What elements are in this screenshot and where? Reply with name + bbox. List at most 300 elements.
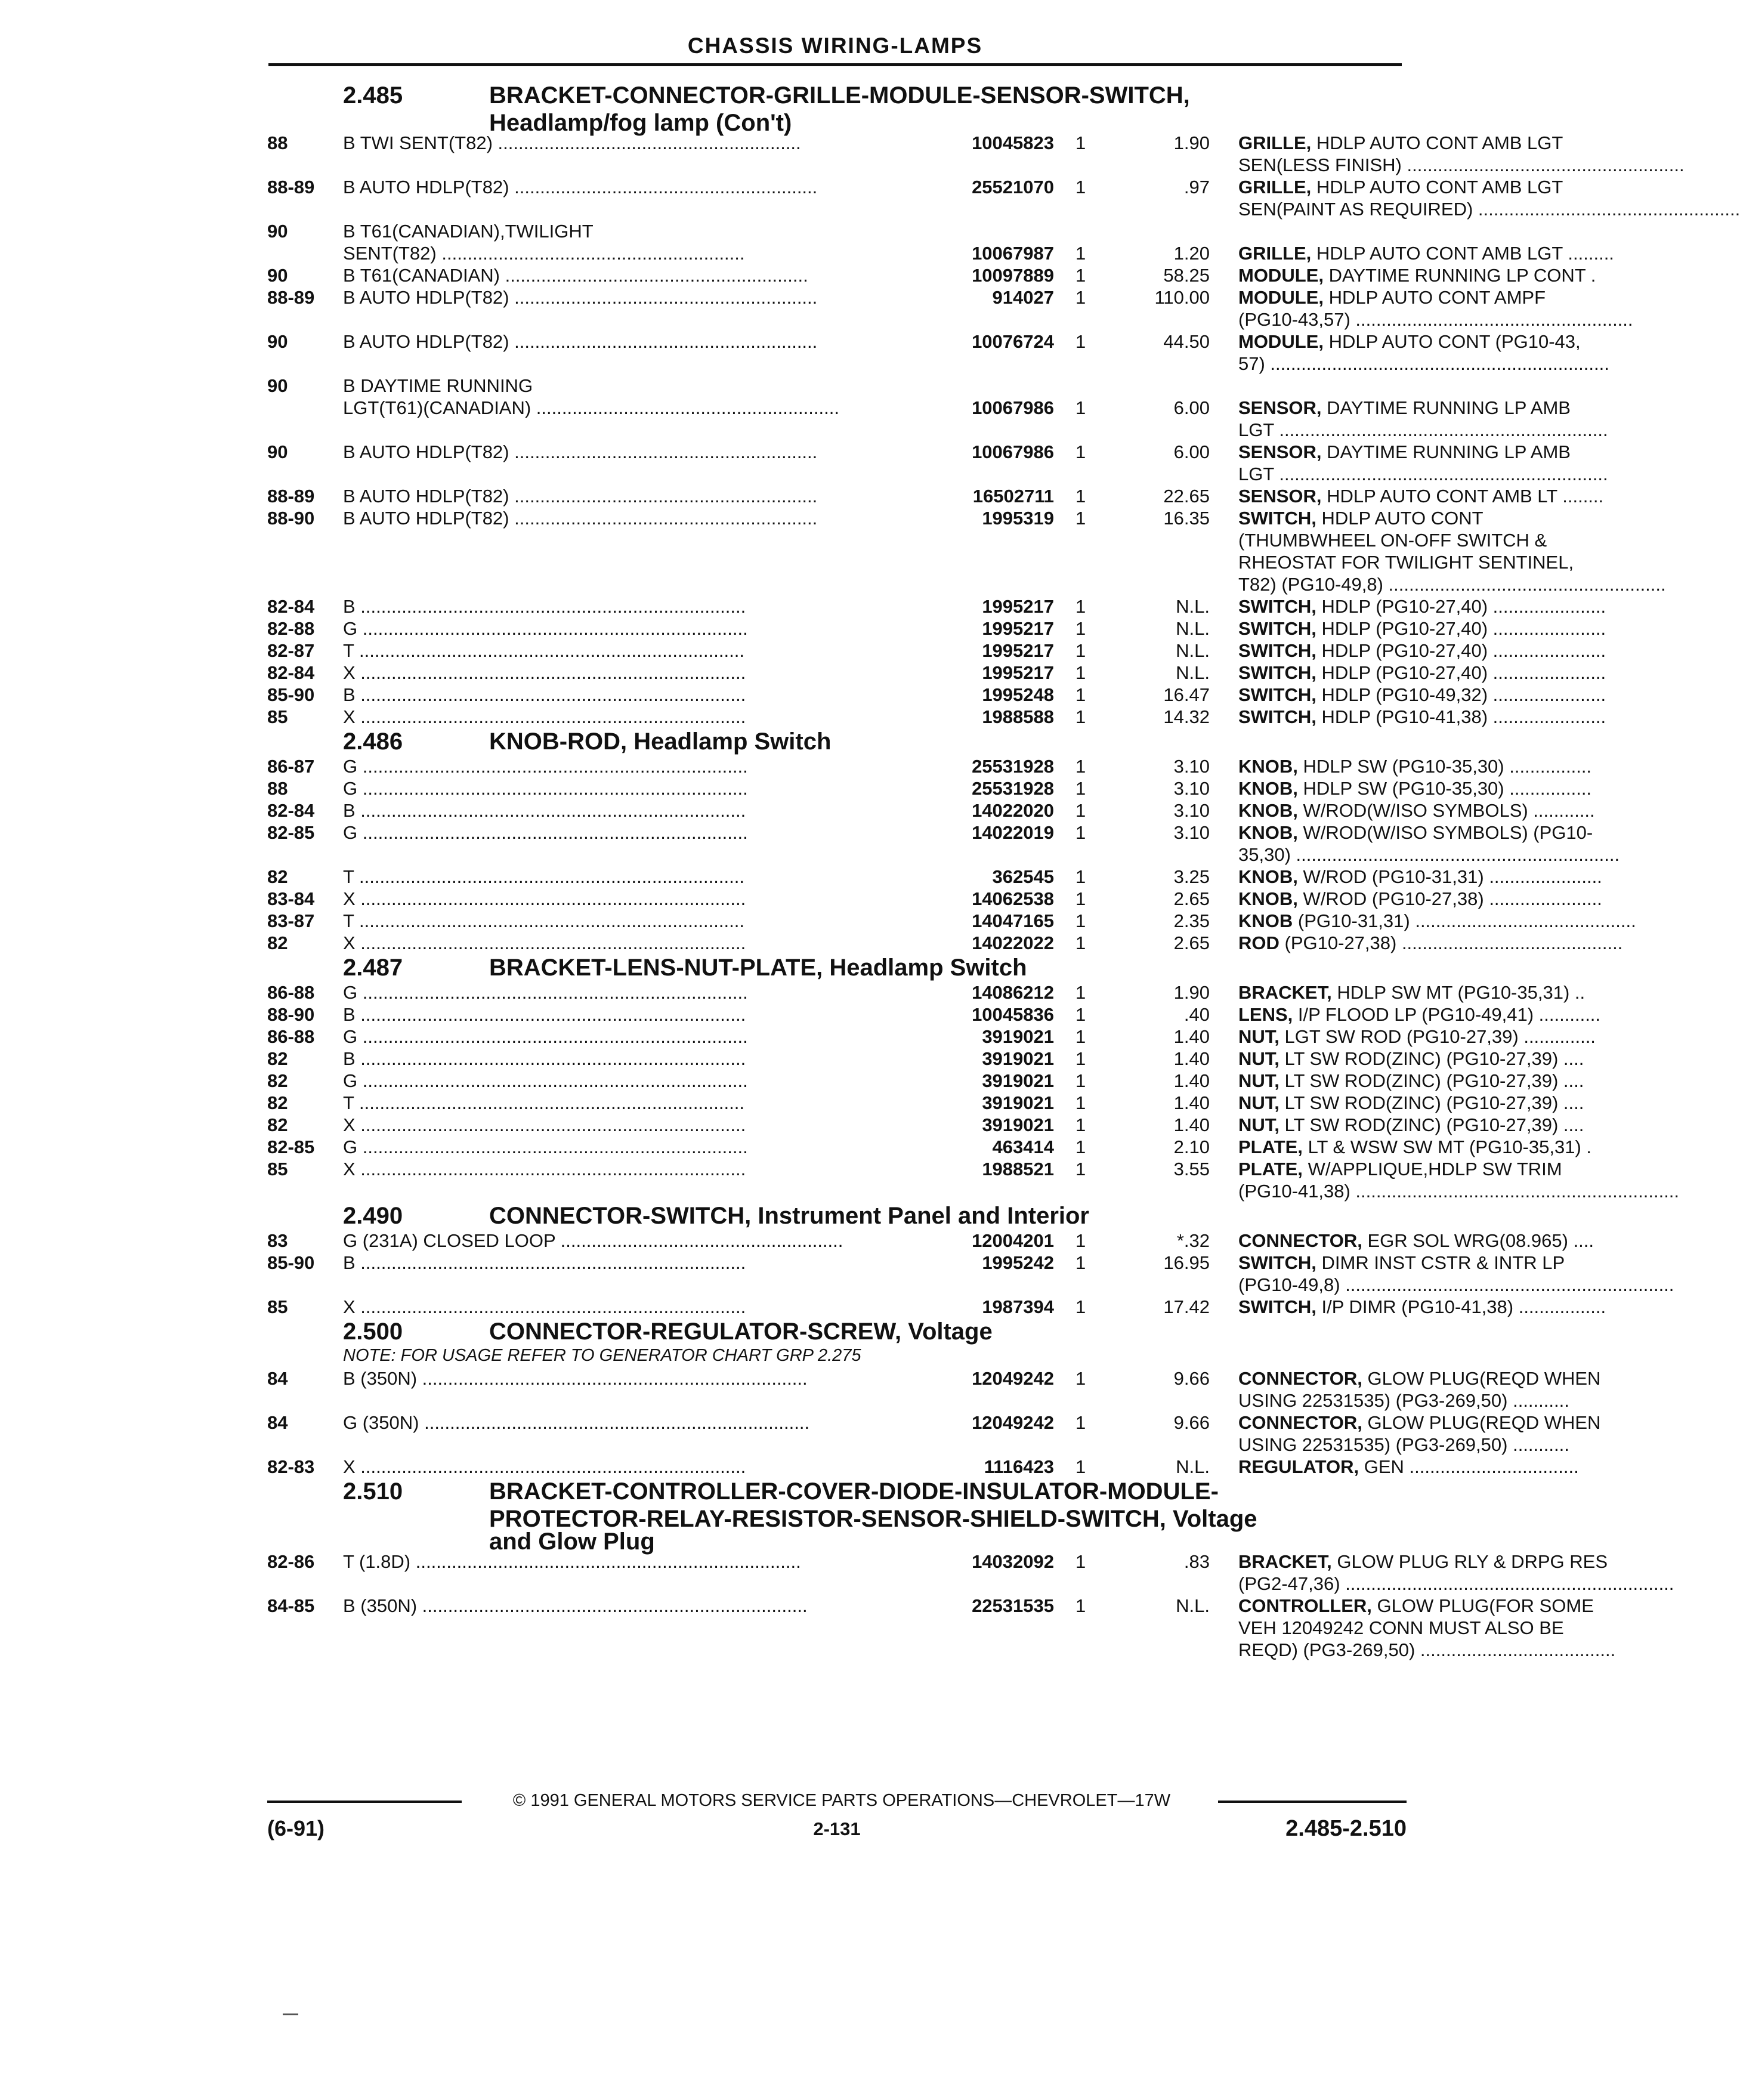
parts-catalog-list: [267, 82, 1740, 1662]
model-years: 82-84: [267, 800, 315, 821]
model-years: 90: [267, 331, 288, 352]
application: X ...........................................................................: [343, 662, 746, 683]
section-title: KNOB-ROD, Headlamp Switch: [489, 728, 832, 755]
table-row: [267, 353, 1609, 375]
model-years: 85: [267, 706, 288, 727]
model-years: 82-84: [267, 596, 315, 617]
table-row: [267, 1159, 1562, 1181]
description: [1238, 1070, 1644, 1092]
model-years: 84: [267, 1412, 288, 1433]
part-number: 3919021: [869, 1048, 1054, 1070]
stray-mark: [283, 2013, 298, 2015]
price: 16.47: [1163, 684, 1210, 705]
description: [1238, 1456, 1644, 1478]
description-noun: PLATE,: [1238, 1159, 1303, 1179]
quantity: 1: [1075, 596, 1086, 617]
part-number: 3919021: [869, 1026, 1054, 1048]
model-years: 82-85: [267, 1137, 315, 1157]
application: G ...........................................................................: [343, 1137, 748, 1157]
application: LGT(T61)(CANADIAN) ...........................................................: [343, 397, 839, 418]
table-row: [267, 287, 1546, 309]
page-footer: [267, 1790, 1407, 1843]
application: T ...........................................................................: [343, 866, 744, 887]
description-text: HDLP SW MT (PG10-35,31) ..: [1337, 982, 1586, 1003]
description-noun: MODULE,: [1238, 287, 1324, 308]
application: X ...........................................................................: [343, 932, 746, 953]
description-noun: SWITCH,: [1238, 1296, 1316, 1317]
description: [1238, 132, 1644, 154]
description-noun: NUT,: [1238, 1070, 1279, 1091]
description: [1238, 1551, 1644, 1573]
description-noun: ROD: [1238, 932, 1279, 953]
application: G ...........................................................................: [343, 618, 748, 639]
section-number: 2.510: [343, 1478, 403, 1505]
description-text: HDLP AUTO CONT: [1321, 508, 1484, 529]
application: G ...........................................................................: [343, 982, 748, 1003]
description: [1238, 756, 1644, 777]
price: 1.40: [1173, 1048, 1210, 1069]
section-title-line: PROTECTOR-RELAY-RESISTOR-SENSOR-SHIELD-SWITCH, Voltage: [489, 1506, 1257, 1532]
description-text: HDLP (PG10-49,32) ......................: [1321, 684, 1606, 705]
description-noun: CONNECTOR,: [1238, 1412, 1362, 1433]
description-text: GLOW PLUG RLY & DRPG RES: [1337, 1551, 1608, 1572]
table-row: [267, 243, 1614, 265]
section-title-continued: [267, 1506, 1402, 1532]
description-text: T82) (PG10-49,8) ......................................................: [1238, 574, 1666, 595]
price: N.L.: [1176, 1595, 1210, 1616]
model-years: 82-86: [267, 1551, 315, 1572]
price: 6.00: [1173, 441, 1210, 462]
description: [1238, 1181, 1680, 1202]
part-number: 1995217: [869, 618, 1054, 640]
description: [1238, 331, 1644, 353]
description-noun: SENSOR,: [1238, 486, 1322, 507]
description-text: LT & WSW SW MT (PG10-35,31) .: [1308, 1137, 1591, 1157]
model-years: 82-87: [267, 640, 315, 661]
table-row: [267, 1274, 1674, 1296]
part-number: 1988588: [869, 706, 1054, 728]
description-text: W/ROD (PG10-31,31) ......................: [1303, 866, 1602, 887]
part-number: 3919021: [869, 1114, 1054, 1136]
price: 110.00: [1154, 287, 1210, 308]
description: [1238, 464, 1644, 485]
part-number: 914027: [869, 287, 1054, 308]
description-text: HDLP AUTO CONT AMB LGT .........: [1316, 243, 1614, 264]
description-text: LGT SW ROD (PG10-27,39) ..............: [1284, 1026, 1596, 1047]
table-row: [267, 441, 1571, 464]
table-row: [267, 1026, 1596, 1048]
description: [1238, 910, 1644, 932]
section-heading: [267, 1203, 1402, 1230]
table-row: [267, 1230, 1594, 1252]
section-title: CONNECTOR-REGULATOR-SCREW, Voltage: [489, 1318, 993, 1345]
description: [1238, 287, 1644, 308]
description: [1238, 982, 1644, 1003]
section-number: 2.485: [343, 82, 403, 109]
description-text: I/P DIMR (PG10-41,38) .................: [1321, 1296, 1606, 1317]
table-row: [267, 1595, 1594, 1617]
description: [1238, 552, 1644, 573]
description-noun: NUT,: [1238, 1048, 1279, 1069]
table-row: [267, 419, 1608, 441]
section-number: 2.500: [343, 1318, 403, 1345]
description: [1238, 844, 1644, 866]
note-text: NOTE: FOR USAGE REFER TO GENERATOR CHART GRP 2.275: [343, 1346, 861, 1365]
quantity: 1: [1075, 866, 1086, 887]
price: 1.40: [1173, 1114, 1210, 1135]
description: [1238, 1595, 1644, 1617]
price: 2.35: [1173, 910, 1210, 931]
model-years: 88-89: [267, 486, 315, 507]
description-noun: SWITCH,: [1238, 618, 1316, 639]
table-row: [267, 640, 1606, 662]
section-title-line: and Glow Plug: [489, 1528, 655, 1555]
page-header: [268, 31, 1402, 67]
table-row: [267, 1617, 1564, 1639]
description-text: LT SW ROD(ZINC) (PG10-27,39) ....: [1284, 1114, 1584, 1135]
model-years: 82: [267, 1048, 288, 1069]
description-text: DAYTIME RUNNING LP AMB: [1327, 441, 1571, 462]
model-years: 82: [267, 1114, 288, 1135]
section-heading: [267, 1318, 1402, 1346]
description-noun: GRILLE,: [1238, 243, 1312, 264]
table-row: [267, 177, 1563, 199]
application: X ...........................................................................: [343, 888, 746, 909]
description-noun: KNOB,: [1238, 888, 1298, 909]
description-text: I/P FLOOD LP (PG10-49,41) ............: [1297, 1004, 1601, 1025]
quantity: 1: [1075, 618, 1086, 639]
application: B (350N) ...........................................................................: [343, 1595, 808, 1616]
description: [1238, 1434, 1644, 1456]
section-heading: [267, 1478, 1402, 1506]
quantity: 1: [1075, 1296, 1086, 1317]
table-row: [267, 1368, 1601, 1390]
description-noun: KNOB,: [1238, 866, 1298, 887]
page-title: CHASSIS WIRING-LAMPS: [687, 33, 983, 58]
part-number: 12004201: [869, 1230, 1054, 1252]
part-number: 14022022: [869, 932, 1054, 954]
model-years: 82: [267, 1092, 288, 1113]
description-text: GLOW PLUG(REQD WHEN: [1367, 1412, 1601, 1433]
description-text: HDLP (PG10-27,40) ......................: [1321, 662, 1606, 683]
price: 3.10: [1173, 800, 1210, 821]
application: B ...........................................................................: [343, 1004, 746, 1025]
table-row: [267, 800, 1595, 822]
description-noun: NUT,: [1238, 1092, 1279, 1113]
table-row: [267, 397, 1571, 419]
description: [1238, 662, 1644, 684]
application: B ...........................................................................: [343, 1252, 746, 1273]
table-row: [267, 1137, 1591, 1159]
part-number: 14086212: [869, 982, 1054, 1003]
part-number: 1995217: [869, 640, 1054, 662]
description: [1238, 199, 1740, 220]
price: 44.50: [1163, 331, 1210, 352]
model-years: 86-87: [267, 756, 315, 777]
model-years: 82-88: [267, 618, 315, 639]
model-years: 82: [267, 866, 288, 887]
price: 2.10: [1173, 1137, 1210, 1157]
description: [1238, 508, 1644, 529]
description-text: GLOW PLUG(REQD WHEN: [1367, 1368, 1601, 1389]
price: 1.20: [1173, 243, 1210, 264]
application: B AUTO HDLP(T82) ...........................................................: [343, 177, 818, 197]
description-noun: KNOB,: [1238, 756, 1298, 777]
description-text: DIMR INST CSTR & INTR LP: [1321, 1252, 1565, 1273]
application: B T61(CANADIAN) ...........................................................: [343, 265, 808, 286]
description: [1238, 353, 1644, 375]
description: [1238, 1274, 1674, 1296]
footer-rule-left: [267, 1801, 462, 1803]
table-row: [267, 552, 1574, 574]
table-row: [267, 464, 1608, 486]
price: N.L.: [1176, 640, 1210, 661]
table-row: [267, 822, 1593, 844]
application: B ...........................................................................: [343, 596, 746, 617]
table-row: [267, 662, 1606, 684]
application: T ...........................................................................: [343, 910, 744, 931]
application: G (350N) ...........................................................................: [343, 1412, 810, 1433]
part-number: 10045836: [869, 1004, 1054, 1026]
application: B AUTO HDLP(T82) ...........................................................: [343, 508, 818, 529]
price: 1.90: [1173, 132, 1210, 153]
description-noun: KNOB,: [1238, 822, 1298, 843]
table-row: [267, 530, 1547, 552]
section-title-line: Headlamp/fog lamp (Con't): [489, 110, 792, 136]
page-number: 2-131: [813, 1818, 861, 1839]
part-number: 10067987: [869, 243, 1054, 264]
description-text: REQD) (PG3-269,50) ......................................: [1238, 1639, 1616, 1660]
table-row: [267, 155, 1685, 177]
table-row: [267, 1551, 1608, 1573]
part-number: 1987394: [869, 1296, 1054, 1318]
table-row: [267, 844, 1620, 866]
table-row: [267, 309, 1633, 331]
table-row: [267, 1252, 1565, 1274]
section-title: CONNECTOR-SWITCH, Instrument Panel and Interior: [489, 1203, 1089, 1229]
model-years: 85: [267, 1159, 288, 1179]
table-row: [267, 888, 1602, 910]
description: [1238, 1390, 1644, 1412]
description-noun: PLATE,: [1238, 1137, 1303, 1157]
model-years: 83-87: [267, 910, 315, 931]
description-noun: SWITCH,: [1238, 640, 1316, 661]
model-years: 82-83: [267, 1456, 315, 1477]
section-title: BRACKET-CONTROLLER-COVER-DIODE-INSULATOR-MODULE-: [489, 1478, 1219, 1505]
quantity: 1: [1075, 1026, 1086, 1047]
part-number: 362545: [869, 866, 1054, 888]
header-rule: [268, 63, 1402, 66]
price: N.L.: [1176, 618, 1210, 639]
model-years: 84: [267, 1368, 288, 1389]
description: [1238, 1114, 1644, 1136]
description-noun: NUT,: [1238, 1026, 1279, 1047]
table-row: [267, 618, 1606, 640]
description-text: 35,30) ...............................................................: [1238, 844, 1620, 865]
part-number: 10045823: [869, 132, 1054, 154]
description-noun: CONNECTOR,: [1238, 1230, 1362, 1251]
quantity: 1: [1075, 331, 1086, 352]
description: [1238, 309, 1644, 331]
model-years: 90: [267, 375, 288, 396]
application: X ...........................................................................: [343, 1296, 746, 1317]
price: *.32: [1176, 1230, 1210, 1251]
application: X ...........................................................................: [343, 1159, 746, 1179]
table-row: [267, 265, 1596, 287]
description: [1238, 486, 1644, 507]
description-text: LT SW ROD(ZINC) (PG10-27,39) ....: [1284, 1048, 1584, 1069]
price: 1.40: [1173, 1026, 1210, 1047]
part-number: 10076724: [869, 331, 1054, 353]
table-row: [267, 982, 1586, 1004]
model-years: 90: [267, 265, 288, 286]
quantity: 1: [1075, 1159, 1086, 1179]
quantity: 1: [1075, 486, 1086, 507]
description-text: HDLP SW (PG10-35,30) ................: [1303, 778, 1592, 799]
price: N.L.: [1176, 596, 1210, 617]
price: 3.10: [1173, 822, 1210, 843]
application: B ...........................................................................: [343, 684, 746, 705]
table-row: [267, 706, 1606, 728]
description: [1238, 1412, 1644, 1434]
description: [1238, 1252, 1644, 1274]
table-row: [267, 1114, 1584, 1137]
application: G ...........................................................................: [343, 778, 748, 799]
revision-date: (6-91): [267, 1816, 325, 1840]
price: 9.66: [1173, 1412, 1210, 1433]
application: B T61(CANADIAN),TWILIGHT: [343, 221, 594, 242]
table-row: [267, 1092, 1584, 1114]
model-years: 88-90: [267, 1004, 315, 1025]
section-number: 2.490: [343, 1203, 403, 1229]
price: 2.65: [1173, 932, 1210, 953]
part-number: 22531535: [869, 1595, 1054, 1617]
description: [1238, 155, 1685, 176]
price: 9.66: [1173, 1368, 1210, 1389]
price: 22.65: [1163, 486, 1210, 507]
description-text: (PG10-41,38) ...............................................................: [1238, 1181, 1680, 1202]
table-row: [267, 684, 1606, 706]
application: T ...........................................................................: [343, 640, 744, 661]
description-noun: SWITCH,: [1238, 508, 1316, 529]
description: [1238, 822, 1644, 844]
description-noun: KNOB,: [1238, 778, 1298, 799]
model-years: 90: [267, 221, 288, 242]
description-text: RHEOSTAT FOR TWILIGHT SENTINEL,: [1238, 552, 1574, 573]
description-text: DAYTIME RUNNING LP CONT .: [1328, 265, 1596, 286]
model-years: 86-88: [267, 1026, 315, 1047]
description-noun: SWITCH,: [1238, 706, 1316, 727]
table-row: [267, 1434, 1569, 1456]
section-title: BRACKET-LENS-NUT-PLATE, Headlamp Switch: [489, 955, 1027, 981]
table-row: [267, 132, 1563, 155]
price: N.L.: [1176, 662, 1210, 683]
table-row: [267, 221, 1402, 243]
description-text: GEN .................................: [1364, 1456, 1579, 1477]
description-noun: MODULE,: [1238, 331, 1324, 352]
description: [1238, 618, 1644, 640]
description-text: (THUMBWHEEL ON-OFF SWITCH &: [1238, 530, 1547, 551]
description-text: HDLP (PG10-27,40) ......................: [1321, 618, 1606, 639]
description-text: USING 22531535) (PG3-269,50) ...........: [1238, 1390, 1569, 1411]
quantity: 1: [1075, 1137, 1086, 1157]
table-row: [267, 574, 1666, 596]
description: [1238, 1573, 1674, 1595]
description-text: HDLP AUTO CONT AMB LGT: [1316, 132, 1563, 153]
part-number: 16502711: [869, 486, 1054, 507]
table-row: [267, 778, 1592, 800]
quantity: 1: [1075, 1551, 1086, 1572]
part-number: 12049242: [869, 1368, 1054, 1389]
quantity: 1: [1075, 1252, 1086, 1273]
description-noun: MODULE,: [1238, 265, 1324, 286]
price: 16.95: [1163, 1252, 1210, 1273]
description-noun: KNOB: [1238, 910, 1293, 931]
price: 14.32: [1163, 706, 1210, 727]
quantity: 1: [1075, 640, 1086, 661]
description: [1238, 932, 1644, 954]
part-number: 14022020: [869, 800, 1054, 822]
description-text: GLOW PLUG(FOR SOME: [1377, 1595, 1594, 1616]
quantity: 1: [1075, 287, 1086, 308]
description: [1238, 800, 1644, 822]
description: [1238, 706, 1644, 728]
model-years: 83: [267, 1230, 288, 1251]
description-text: HDLP AUTO CONT AMB LT ........: [1327, 486, 1604, 507]
quantity: 1: [1075, 756, 1086, 777]
table-row: [267, 1070, 1584, 1092]
quantity: 1: [1075, 265, 1086, 286]
quantity: 1: [1075, 508, 1086, 529]
quantity: 1: [1075, 1230, 1086, 1251]
part-number: 1995217: [869, 596, 1054, 617]
part-number: 3919021: [869, 1092, 1054, 1114]
application: X ...........................................................................: [343, 1456, 746, 1477]
description: [1238, 419, 1644, 441]
description: [1238, 1137, 1644, 1158]
application: X ...........................................................................: [343, 1114, 746, 1135]
part-number: 12049242: [869, 1412, 1054, 1434]
model-years: 82: [267, 932, 288, 953]
quantity: 1: [1075, 662, 1086, 683]
description: [1238, 574, 1666, 595]
description: [1238, 1368, 1644, 1389]
description-text: SEN(PAINT AS REQUIRED) ...................................................: [1238, 199, 1740, 220]
application: T (1.8D) ...........................................................................: [343, 1551, 801, 1572]
price: 3.10: [1173, 778, 1210, 799]
part-number: 1995217: [869, 662, 1054, 684]
model-years: 82: [267, 1070, 288, 1091]
price: .40: [1183, 1004, 1210, 1025]
application: B DAYTIME RUNNING: [343, 375, 533, 396]
description-text: (PG10-31,31) ...........................................: [1297, 910, 1636, 931]
section-title-continued: [267, 1528, 1402, 1555]
model-years: 88: [267, 778, 288, 799]
application: G ...........................................................................: [343, 756, 748, 777]
part-number: 10067986: [869, 397, 1054, 419]
description-text: EGR SOL WRG(08.965) ....: [1367, 1230, 1594, 1251]
quantity: 1: [1075, 243, 1086, 264]
table-row: [267, 1048, 1584, 1070]
description-text: HDLP (PG10-41,38) ......................: [1321, 706, 1606, 727]
description-noun: SWITCH,: [1238, 684, 1316, 705]
table-row: [267, 910, 1636, 932]
description: [1238, 778, 1644, 799]
copyright-line: © 1991 GENERAL MOTORS SERVICE PARTS OPERATIONS—CHEVROLET—17W: [512, 1791, 1171, 1810]
quantity: 1: [1075, 132, 1086, 153]
part-number: 1995242: [869, 1252, 1054, 1274]
description-text: (PG10-27,38) ...........................................: [1284, 932, 1623, 953]
